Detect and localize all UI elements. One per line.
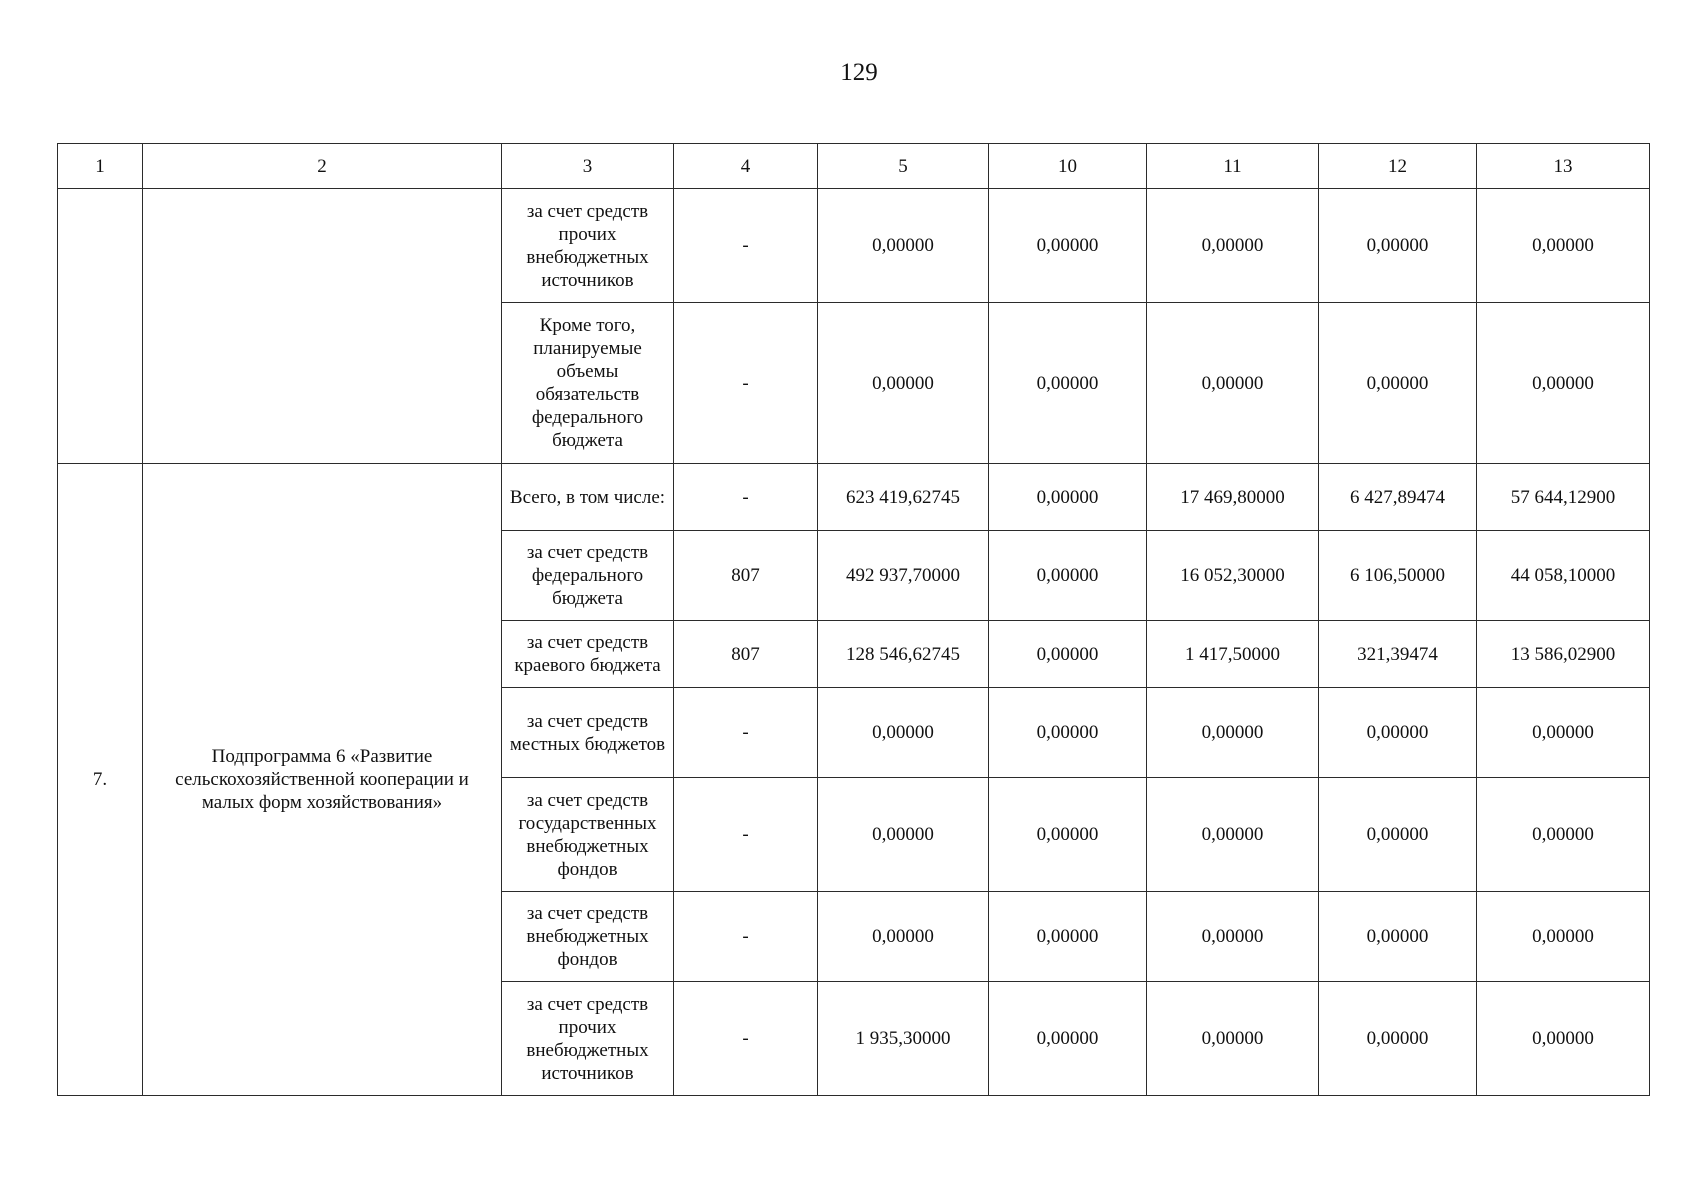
- source-cell: за счет средств краевого бюджета: [502, 621, 674, 688]
- value-cell: 0,00000: [989, 778, 1147, 892]
- value-cell: 623 419,62745: [818, 464, 989, 531]
- source-cell: за счет средств внебюджетных фондов: [502, 892, 674, 982]
- value-cell: 128 546,62745: [818, 621, 989, 688]
- column-header: 3: [502, 144, 674, 189]
- source-cell: Кроме того, планируемые объемы обязательств федерального бюджета: [502, 303, 674, 464]
- source-cell: за счет средств федерального бюджета: [502, 531, 674, 621]
- name-cell-empty: [143, 189, 502, 464]
- value-cell: 0,00000: [1147, 892, 1319, 982]
- value-cell: 0,00000: [818, 688, 989, 778]
- value-cell: 0,00000: [1477, 982, 1650, 1096]
- source-cell: за счет средств местных бюджетов: [502, 688, 674, 778]
- value-cell: 0,00000: [989, 982, 1147, 1096]
- value-cell: 0,00000: [1319, 982, 1477, 1096]
- code-cell: -: [674, 892, 818, 982]
- value-cell: 0,00000: [1319, 303, 1477, 464]
- value-cell: 16 052,30000: [1147, 531, 1319, 621]
- column-header: 13: [1477, 144, 1650, 189]
- row-number: 7.: [58, 464, 143, 1096]
- value-cell: 0,00000: [1319, 778, 1477, 892]
- value-cell: 0,00000: [1477, 778, 1650, 892]
- value-cell: 0,00000: [989, 892, 1147, 982]
- value-cell: 0,00000: [1477, 892, 1650, 982]
- value-cell: 0,00000: [989, 621, 1147, 688]
- value-cell: 44 058,10000: [1477, 531, 1650, 621]
- code-cell: -: [674, 982, 818, 1096]
- value-cell: 492 937,70000: [818, 531, 989, 621]
- value-cell: 57 644,12900: [1477, 464, 1650, 531]
- value-cell: 1 935,30000: [818, 982, 989, 1096]
- source-cell: за счет средств прочих внебюджетных источников: [502, 189, 674, 303]
- value-cell: 13 586,02900: [1477, 621, 1650, 688]
- value-cell: 0,00000: [989, 189, 1147, 303]
- table-row: [58, 189, 1650, 303]
- code-cell: -: [674, 688, 818, 778]
- value-cell: 0,00000: [818, 892, 989, 982]
- source-cell: за счет средств государственных внебюджетных фондов: [502, 778, 674, 892]
- value-cell: 0,00000: [989, 303, 1147, 464]
- table-row: [58, 464, 1650, 531]
- column-header: 11: [1147, 144, 1319, 189]
- value-cell: 0,00000: [989, 531, 1147, 621]
- value-cell: 0,00000: [1147, 303, 1319, 464]
- value-cell: 321,39474: [1319, 621, 1477, 688]
- value-cell: 6 427,89474: [1319, 464, 1477, 531]
- column-header: 10: [989, 144, 1147, 189]
- code-cell: -: [674, 189, 818, 303]
- source-cell: за счет средств прочих внебюджетных источников: [502, 982, 674, 1096]
- value-cell: 0,00000: [1477, 189, 1650, 303]
- page-number: 129: [840, 59, 878, 86]
- column-header: 4: [674, 144, 818, 189]
- value-cell: 0,00000: [1319, 189, 1477, 303]
- value-cell: 1 417,50000: [1147, 621, 1319, 688]
- value-cell: 0,00000: [1147, 982, 1319, 1096]
- header-row: [58, 144, 1650, 189]
- value-cell: 0,00000: [1319, 892, 1477, 982]
- value-cell: 0,00000: [1147, 189, 1319, 303]
- value-cell: 0,00000: [1477, 688, 1650, 778]
- value-cell: 0,00000: [989, 688, 1147, 778]
- value-cell: 0,00000: [1477, 303, 1650, 464]
- budget-table: [57, 143, 1650, 1096]
- value-cell: 0,00000: [818, 303, 989, 464]
- code-cell: 807: [674, 621, 818, 688]
- column-header: 2: [143, 144, 502, 189]
- code-cell: 807: [674, 531, 818, 621]
- value-cell: 0,00000: [818, 778, 989, 892]
- value-cell: 0,00000: [1147, 688, 1319, 778]
- value-cell: 0,00000: [818, 189, 989, 303]
- code-cell: -: [674, 464, 818, 531]
- code-cell: -: [674, 778, 818, 892]
- value-cell: 17 469,80000: [1147, 464, 1319, 531]
- number-cell-empty: [58, 189, 143, 464]
- column-header: 12: [1319, 144, 1477, 189]
- column-header: 1: [58, 144, 143, 189]
- value-cell: 6 106,50000: [1319, 531, 1477, 621]
- source-cell: Всего, в том числе:: [502, 464, 674, 531]
- value-cell: 0,00000: [1147, 778, 1319, 892]
- column-header: 5: [818, 144, 989, 189]
- value-cell: 0,00000: [1319, 688, 1477, 778]
- value-cell: 0,00000: [989, 464, 1147, 531]
- code-cell: -: [674, 303, 818, 464]
- subprogram-name: Подпрограмма 6 «Развитие сельскохозяйственной кооперации и малых форм хозяйствования»: [143, 464, 502, 1096]
